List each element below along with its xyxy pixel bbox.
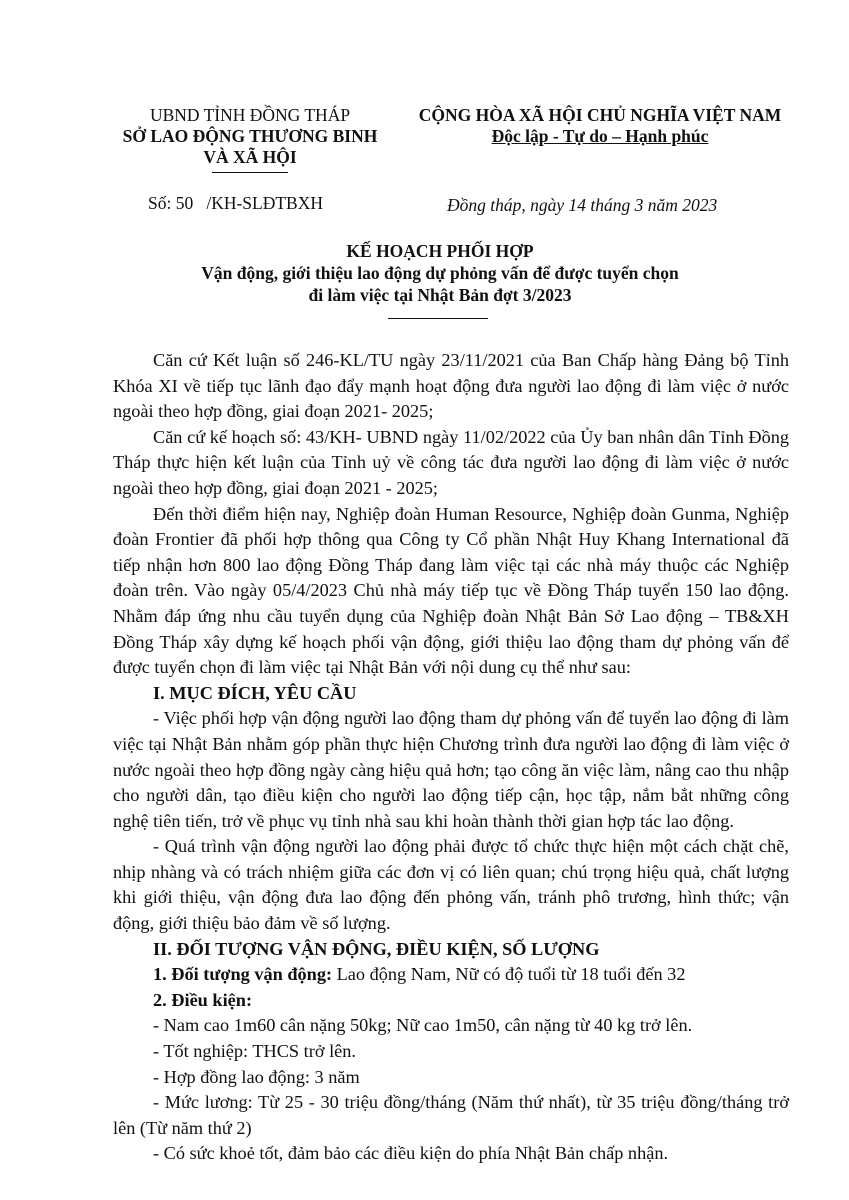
subsection-conditions: 2. Điều kiện: bbox=[153, 989, 253, 1010]
section-heading-1: I. MỤC ĐÍCH, YÊU CẦU bbox=[153, 682, 357, 703]
subsection-target-label: 1. Đối tượng vận động: bbox=[153, 964, 333, 985]
agency-underline bbox=[212, 172, 288, 173]
document-date: Đồng tháp, ngày 14 tháng 3 năm 2023 bbox=[447, 195, 718, 215]
paragraph-purpose-1: - Việc phối hợp vận động người lao động tham dự phỏng vấn để tuyển lao động đi làm việc tại Nhật Bản nhằm góp phần thực hiện Chương trình đưa người lao động đi làm việc ở nước ngoài theo hợp đồng ngày càng hiệu quả hơn; tạo công ăn việc làm, nâng cao thu nhập cho người dân, tạo điều kiện cho người lao động tiếp cận, học tập, nắm bắt những công nghệ tiên tiến, trở về phục vụ tỉnh nhà sau khi hoàn thành thời gian hợp tác lao động. bbox=[113, 708, 789, 831]
section-heading-2: II. ĐỐI TƯỢNG VẬN ĐỘNG, ĐIỀU KIỆN, SỐ LƯỢNG bbox=[153, 938, 600, 959]
agency-parent: UBND TỈNH ĐỒNG THÁP bbox=[149, 105, 351, 125]
condition-item: - Có sức khoẻ tốt, đảm bảo các điều kiện do phía Nhật Bản chấp nhận. bbox=[153, 1143, 669, 1164]
condition-item: - Tốt nghiệp: THCS trở lên. bbox=[153, 1041, 356, 1062]
national-motto: Độc lập - Tự do – Hạnh phúc bbox=[491, 126, 709, 146]
title-line2: Vận động, giới thiệu lao động dự phỏng vấn để được tuyển chọn bbox=[201, 263, 679, 283]
national-block bbox=[400, 105, 800, 147]
agency-name-line2: VÀ XÃ HỘI bbox=[203, 147, 297, 167]
condition-item: - Mức lương: Từ 25 - 30 triệu đồng/tháng (Năm thứ nhất), từ 35 triệu đồng/tháng trở lên (Từ năm thứ 2) bbox=[113, 1092, 789, 1138]
paragraph-basis-1: Căn cứ Kết luận số 246-KL/TU ngày 23/11/2021 của Ban Chấp hàng Đảng bộ Tỉnh Khóa XI về tiếp tục lãnh đạo đẩy mạnh hoạt động đưa người lao động đi làm việc ở nước ngoài theo hợp đồng, giai đoạn 2021- 2025; bbox=[113, 350, 789, 422]
title-underline bbox=[388, 318, 488, 319]
agency-name-line1: SỞ LAO ĐỘNG THƯƠNG BINH bbox=[122, 126, 378, 146]
title-line3: đi làm việc tại Nhật Bản đợt 3/2023 bbox=[308, 285, 572, 305]
document-number: Số: 50 /KH-SLĐTBXH bbox=[148, 193, 324, 213]
subsection-target-text: Lao động Nam, Nữ có độ tuổi từ 18 tuổi đến 32 bbox=[332, 964, 686, 985]
title-line1: KẾ HOẠCH PHỐI HỢP bbox=[346, 241, 534, 261]
condition-item: - Nam cao 1m60 cân nặng 50kg; Nữ cao 1m50, cân nặng từ 40 kg trở lên. bbox=[153, 1015, 693, 1036]
document-title bbox=[100, 240, 780, 306]
document-body bbox=[113, 348, 789, 1167]
paragraph-basis-2: Căn cứ kế hoạch số: 43/KH- UBND ngày 11/02/2022 của Ủy ban nhân dân Tỉnh Đồng Tháp thực hiện kết luận của Tỉnh uỷ về công tác đưa người lao động đi làm việc ở nước ngoài theo hợp đồng, giai đoạn 2021 - 2025; bbox=[113, 426, 789, 498]
subsection-target bbox=[113, 962, 789, 988]
agency-block bbox=[95, 105, 405, 168]
paragraph-context: Đến thời điểm hiện nay, Nghiệp đoàn Human Resource, Nghiệp đoàn Gunma, Nghiệp đoàn Frontier đã phối hợp thông qua Công ty Cổ phần Nhật Huy Khang International đã tiếp nhận hơn 800 lao động Đồng Tháp đang làm việc tại các nhà máy thuộc các Nghiệp đoàn trên. Vào ngày 05/4/2023 Chủ nhà máy tiếp tục về Đồng Tháp tuyển 150 lao động. Nhằm đáp ứng nhu cầu tuyển dụng của Nghiệp đoàn Nhật Bản Sở Lao động – TB&XH Đồng Tháp xây dựng kế hoạch phối vận động, giới thiệu lao động tham dự phỏng vấn để được tuyển chọn đi làm việc tại Nhật Bản với nội dung cụ thể như sau: bbox=[113, 503, 789, 678]
national-title: CỘNG HÒA XÃ HỘI CHỦ NGHĨA VIỆT NAM bbox=[418, 105, 782, 125]
condition-item: - Hợp đồng lao động: 3 năm bbox=[153, 1066, 360, 1087]
paragraph-purpose-2: - Quá trình vận động người lao động phải được tổ chức thực hiện một cách chặt chẽ, nhịp nhàng và có trách nhiệm giữa các đơn vị có liên quan; chú trọng hiệu quả, chất lượng khi giới thiệu, vận động đưa lao động đến phỏng vấn, tránh phô trương, hình thức; vận động, giới thiệu bảo đảm về số lượng. bbox=[113, 836, 789, 934]
